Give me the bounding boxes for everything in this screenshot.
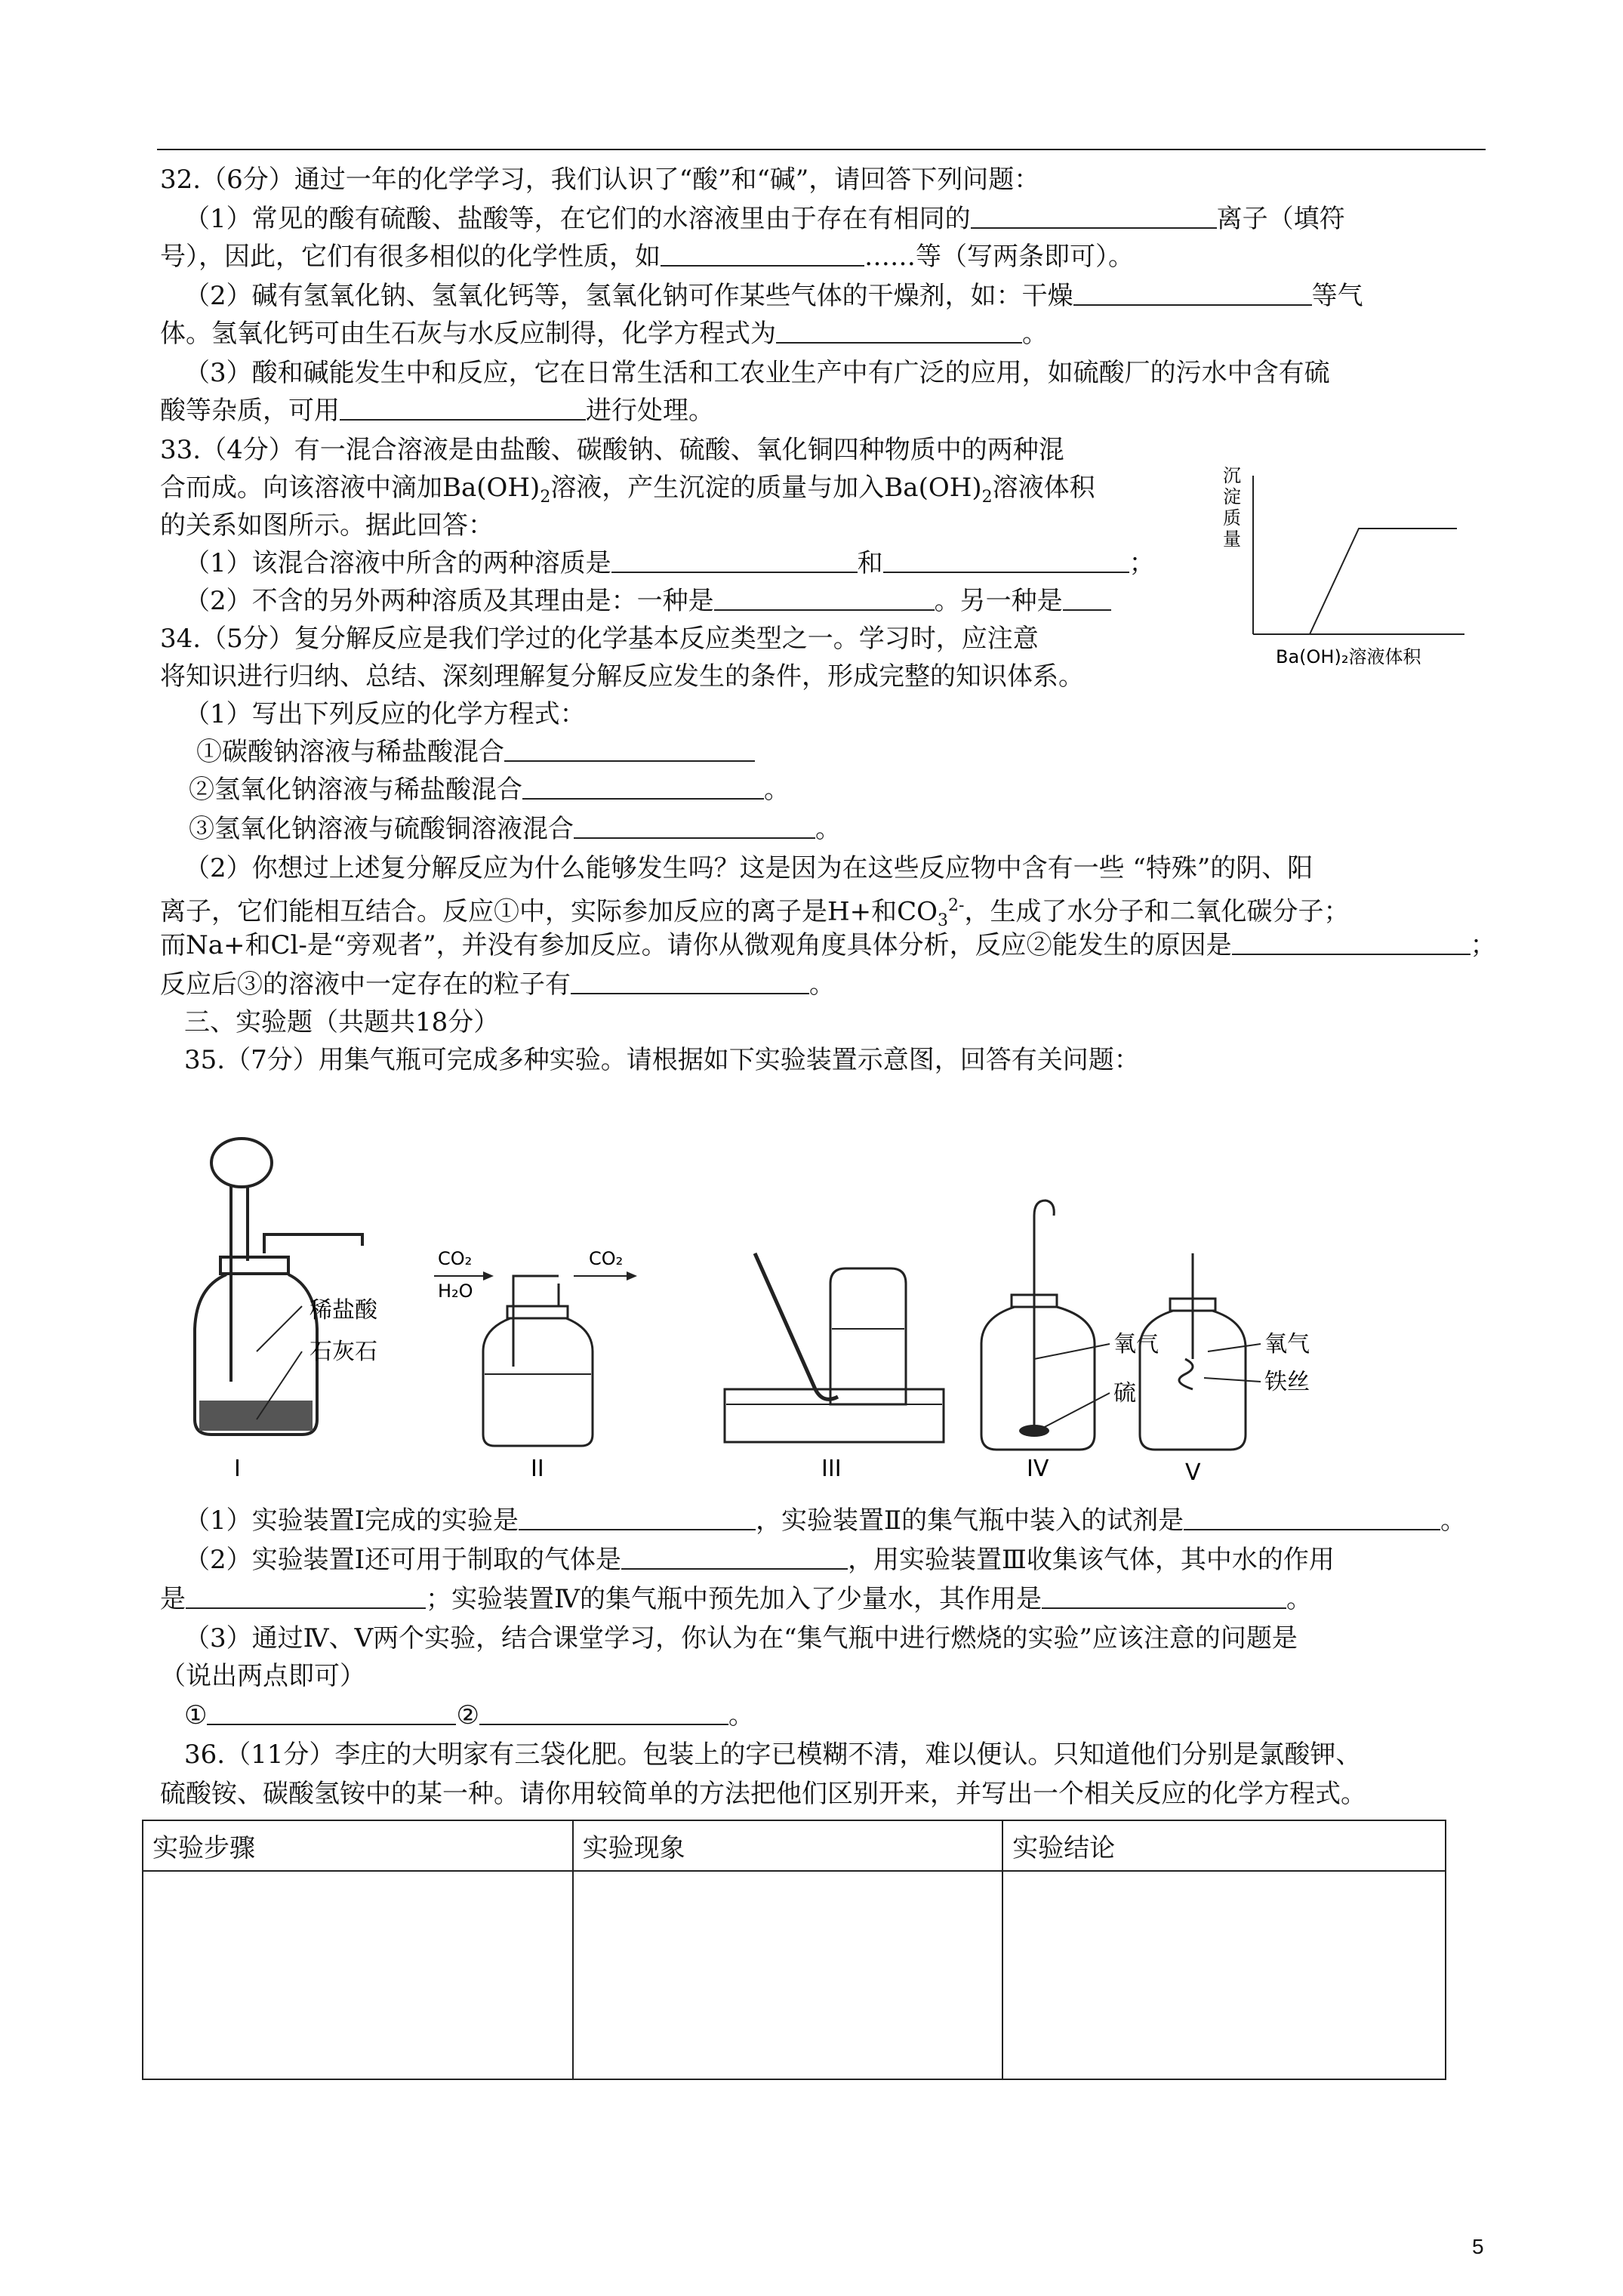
q34-sub1: （1）写出下列反应的化学方程式： (184, 699, 586, 729)
section-3-heading: 三、实验题（共题共18分） (184, 1007, 500, 1037)
table-header-row (143, 1820, 1446, 1871)
answer-blank[interactable] (714, 587, 935, 611)
chart-xlabel: Ba(OH)₂溶液体积 (1276, 646, 1421, 667)
q34-reaction1: ①碳酸钠溶液与稀盐酸混合 (196, 737, 755, 767)
label-h2o: H₂O (438, 1281, 473, 1302)
answer-blank[interactable] (971, 205, 1217, 229)
q32-title: 32.（6分）通过一年的化学学习，我们认识了“酸”和“碱”，请回答下列问题： (160, 165, 1040, 195)
chart-ylabel-char: 质 (1223, 507, 1241, 529)
label-iron-wire: 铁丝 (1264, 1369, 1310, 1395)
q35-q2-line1: （2）实验装置Ⅰ还可用于制取的气体是 ，用实验装置Ⅲ收集该气体，其中水的作用 (184, 1545, 1335, 1575)
label-dilute-hcl: 稀盐酸 (310, 1297, 377, 1324)
answer-blank[interactable] (186, 1585, 426, 1609)
label-oxygen-5: 氧气 (1264, 1331, 1310, 1358)
label-apparatus-1: I (234, 1456, 241, 1482)
apparatus-5 (1132, 1253, 1329, 1486)
q35-q3-line2: （说出两点即可） (160, 1661, 365, 1691)
label-apparatus-4: IV (1027, 1456, 1049, 1482)
precipitate-chart-svg (1208, 461, 1480, 680)
answer-blank[interactable] (519, 1506, 756, 1530)
label-apparatus-5: V (1185, 1459, 1201, 1486)
q33-q1: （1）该混合溶液中所含的两种溶质是 和 ； (184, 548, 1155, 578)
header-steps: 实验步骤 (143, 1820, 573, 1871)
answer-blank[interactable] (1184, 1506, 1440, 1530)
label-co2-out: CO₂ (589, 1248, 624, 1269)
q34-reaction3: ③氢氧化钠溶液与硫酸铜溶液混合 。 (189, 814, 841, 844)
answer-blank[interactable] (621, 1546, 848, 1570)
chart-ylabel-char: 沉 (1223, 465, 1241, 486)
label-apparatus-3: III (821, 1456, 842, 1482)
q32-part1-line2: 号），因此，它们有很多相似的化学性质，如 ……等（写两条即可）。 (160, 242, 1134, 272)
q32-part2-line1: （2）碱有氢氧化钠、氢氧化钙等，氢氧化钠可作某些气体的干燥剂，如：干燥 等气 (184, 281, 1363, 311)
header-observations: 实验现象 (573, 1820, 1003, 1871)
answer-blank[interactable] (1042, 1585, 1286, 1609)
answer-blank[interactable] (574, 815, 815, 839)
page-number: 5 (1472, 2235, 1484, 2258)
q33-line3: 的关系如图所示。据此回答： (160, 510, 494, 541)
answer-blank[interactable] (1063, 587, 1111, 611)
q34-sub2-line3: 而Na+和Cl-是“旁观者”，并没有参加反应。请你从微观角度具体分析，反应②能发生的原因是 ； (160, 930, 1496, 960)
q34-line1: 34.（5分）复分解反应是我们学过的化学基本反应类型之一。学习时，应注意 (160, 624, 1039, 654)
answer-cell-conclusions[interactable] (1002, 1871, 1446, 2079)
q35-q3-line1: （3）通过Ⅳ、Ⅴ两个实验，结合课堂学习，你认为在“集气瓶中进行燃烧的实验”应该注意的问题是 (184, 1623, 1298, 1653)
label-sulfur: 硫 (1113, 1380, 1136, 1407)
apparatus-1 (195, 1139, 378, 1482)
apparatus-2 (434, 1248, 637, 1482)
label-limestone: 石灰石 (310, 1339, 377, 1365)
q32-part2-line2: 体。氢氧化钙可由生石灰与水反应制得，化学方程式为 。 (160, 319, 1048, 349)
answer-blank[interactable] (571, 970, 809, 994)
q34-reaction2: ②氢氧化钠溶液与稀盐酸混合 。 (189, 775, 790, 805)
table-row (143, 1871, 1446, 2079)
apparatus-3 (725, 1253, 944, 1482)
experiment-table (142, 1820, 1446, 2080)
chart-ylabel-char: 淀 (1223, 486, 1241, 507)
answer-blank[interactable] (340, 396, 586, 421)
answer-blank[interactable] (883, 549, 1129, 573)
label-co2-in: CO₂ (438, 1248, 473, 1269)
answer-blank[interactable] (1073, 282, 1312, 306)
q35-q1: （1）实验装置Ⅰ完成的实验是 ，实验装置Ⅱ的集气瓶中装入的试剂是 。 (184, 1505, 1467, 1536)
chart-ylabel-char: 量 (1223, 529, 1241, 550)
q32-part3-line2: 酸等杂质，可用 进行处理。 (160, 396, 714, 426)
q35-q3-line3: ① ② 。 (184, 1700, 754, 1730)
answer-blank[interactable] (522, 775, 764, 800)
q34-sub2-line4: 反应后③的溶液中一定存在的粒子有 。 (160, 969, 835, 1000)
answer-blank[interactable] (479, 1701, 728, 1725)
q36-line2: 硫酸铵、碳酸氢铵中的某一种。请你用较简单的方法把他们区别开来，并写出一个相关反应的化学方程式。 (160, 1779, 1366, 1809)
answer-blank[interactable] (611, 549, 858, 573)
q33-q2: （2）不含的另外两种溶质及其理由是：一种是 。另一种是 (184, 586, 1111, 616)
answer-cell-observations[interactable] (573, 1871, 1003, 2079)
q34-line2: 将知识进行归纳、总结、深刻理解复分解反应发生的条件，形成完整的知识体系。 (160, 661, 1084, 692)
chart-ylabel (1223, 465, 1241, 550)
answer-blank[interactable] (1232, 931, 1471, 955)
precipitate-chart (1208, 461, 1480, 680)
apparatus-figure (166, 1102, 1238, 1495)
answer-cell-steps[interactable] (143, 1871, 573, 2079)
q35-q2-line2: 是 ；实验装置Ⅳ的集气瓶中预先加入了少量水，其作用是 。 (160, 1584, 1312, 1614)
answer-blank[interactable] (207, 1701, 456, 1725)
q32-part1-line1: （1）常见的酸有硫酸、盐酸等，在它们的水溶液里由于存在有相同的 离子（填符 (184, 204, 1345, 234)
header-conclusions: 实验结论 (1002, 1820, 1446, 1871)
label-apparatus-2: II (531, 1456, 544, 1482)
answer-blank[interactable] (776, 319, 1022, 344)
header-rule (157, 149, 1486, 150)
q36-line1: 36.（11分）李庄的大明家有三袋化肥。包装上的字已模糊不清，难以便认。只知道他们分别是氯酸钾、 (184, 1740, 1362, 1770)
chart-series-line (1261, 529, 1457, 634)
q33-line1: 33.（4分）有一混合溶液是由盐酸、碳酸钠、硫酸、氧化铜四种物质中的两种混 (160, 435, 1064, 465)
label-oxygen-4: 氧气 (1113, 1331, 1159, 1358)
q32-part3-line1: （3）酸和碱能发生中和反应，它在日常生活和工农业生产中有广泛的应用，如硫酸厂的污水中含有硫 (184, 358, 1330, 388)
answer-blank[interactable] (504, 738, 755, 762)
answer-blank[interactable] (661, 242, 864, 267)
q34-sub2-line2: 离子，它们能相互结合。反应①中，实际参加反应的离子是H+和$CO_3^{2-}$，生成了水分子和二氧化碳分子； (160, 896, 1350, 931)
q35-title: 35.（7分）用集气瓶可完成多种实验。请根据如下实验装置示意图，回答有关问题： (184, 1045, 1140, 1075)
q34-sub2-line1: （2）你想过上述复分解反应为什么能够发生吗？这是因为在这些反应物中含有一些 “特殊”的阴、阳 (184, 853, 1313, 883)
q33-line2: 合而成。向该溶液中滴加$Ba(OH)_2$溶液，产生沉淀的质量与加入$Ba(OH)_2$溶液体积 (160, 473, 1095, 507)
